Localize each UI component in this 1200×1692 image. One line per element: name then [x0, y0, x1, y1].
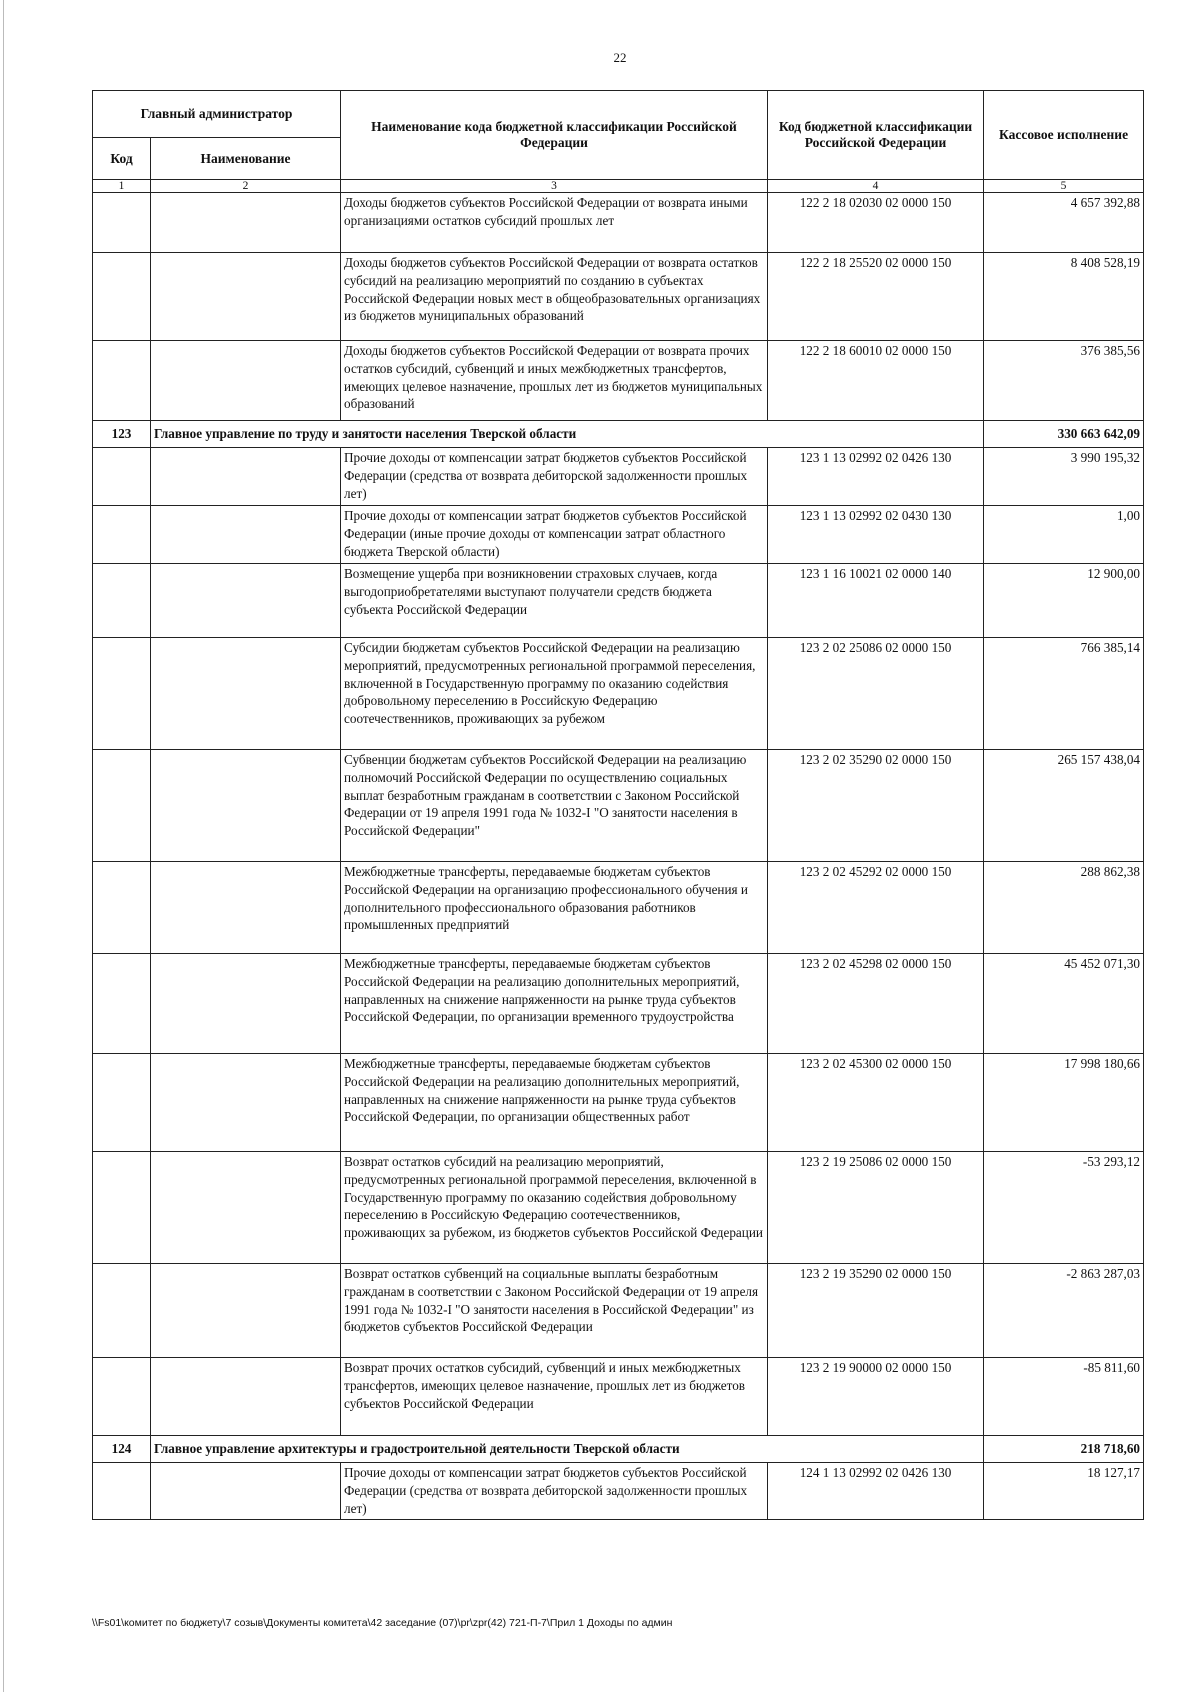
empty-name-cell	[151, 954, 341, 1054]
empty-code-cell	[93, 564, 151, 638]
empty-name-cell	[151, 1054, 341, 1152]
empty-name-cell	[151, 506, 341, 564]
table-row	[93, 750, 1144, 862]
kbk-description: Возврат остатков субсидий на реализацию мероприятий, предусмотренных региональной программой переселения, включенной в Государственную программу по оказанию содействия добровольному переселению в Российскую Федерацию соотечественников, проживающих за рубежом, из бюджетов субъектов Российской Федерации	[341, 1152, 768, 1264]
execution-amount: -2 863 287,03	[984, 1264, 1144, 1358]
kbk-description: Межбюджетные трансферты, передаваемые бюджетам субъектов Российской Федерации на реализацию дополнительных мероприятий, направленных на снижение напряженности на рынке труда субъектов Российской Федерации, по организации общественных работ	[341, 1054, 768, 1152]
kbk-code: 123 2 02 45298 02 0000 150	[768, 954, 984, 1054]
execution-amount: -53 293,12	[984, 1152, 1144, 1264]
empty-name-cell	[151, 638, 341, 750]
scan-edge-line	[3, 0, 4, 1692]
empty-name-cell	[151, 564, 341, 638]
kbk-code: 123 2 02 25086 02 0000 150	[768, 638, 984, 750]
execution-amount: 4 657 392,88	[984, 193, 1144, 253]
execution-amount: 17 998 180,66	[984, 1054, 1144, 1152]
empty-code-cell	[93, 638, 151, 750]
col-number: 2	[151, 180, 341, 193]
kbk-code: 122 2 18 02030 02 0000 150	[768, 193, 984, 253]
execution-amount: 8 408 528,19	[984, 253, 1144, 341]
admin-name: Главное управление по труду и занятости населения Тверской области	[151, 421, 984, 448]
kbk-code: 123 2 02 35290 02 0000 150	[768, 750, 984, 862]
empty-name-cell	[151, 1358, 341, 1436]
header-execution: Кассовое исполнение	[984, 91, 1144, 180]
kbk-code: 123 2 19 90000 02 0000 150	[768, 1358, 984, 1436]
empty-code-cell	[93, 1463, 151, 1520]
execution-amount: 376 385,56	[984, 341, 1144, 421]
empty-code-cell	[93, 954, 151, 1054]
kbk-description: Доходы бюджетов субъектов Российской Федерации от возврата остатков субсидий на реализацию мероприятий по созданию в субъектах Российской Федерации новых мест в общеобразовательных организациях из бюджетов муниципальных образований	[341, 253, 768, 341]
empty-code-cell	[93, 253, 151, 341]
empty-name-cell	[151, 448, 341, 506]
kbk-description: Возмещение ущерба при возникновении страховых случаев, когда выгодоприобретателями выступают получатели средств бюджета субъекта Российской Федерации	[341, 564, 768, 638]
kbk-description: Межбюджетные трансферты, передаваемые бюджетам субъектов Российской Федерации на организацию профессионального обучения и дополнительного профессионального образования работников промышленных предприятий	[341, 862, 768, 954]
empty-name-cell	[151, 750, 341, 862]
empty-code-cell	[93, 1358, 151, 1436]
kbk-description: Субсидии бюджетам субъектов Российской Федерации на реализацию мероприятий, предусмотренных региональной программой переселения, включенной в Государственную программу по оказанию содействия добровольному переселению в Российскую Федерацию соотечественников, проживающих за рубежом	[341, 638, 768, 750]
kbk-code: 123 2 19 25086 02 0000 150	[768, 1152, 984, 1264]
empty-name-cell	[151, 341, 341, 421]
col-number: 4	[768, 180, 984, 193]
table-row	[93, 1264, 1144, 1358]
kbk-code: 123 1 13 02992 02 0426 130	[768, 448, 984, 506]
empty-code-cell	[93, 750, 151, 862]
empty-code-cell	[93, 1264, 151, 1358]
admin-row	[93, 421, 1144, 448]
admin-code: 123	[93, 421, 151, 448]
kbk-code: 123 1 16 10021 02 0000 140	[768, 564, 984, 638]
execution-amount: 18 127,17	[984, 1463, 1144, 1520]
kbk-code: 123 1 13 02992 02 0430 130	[768, 506, 984, 564]
table-row	[93, 564, 1144, 638]
table-row	[93, 448, 1144, 506]
execution-amount: -85 811,60	[984, 1358, 1144, 1436]
header-admin-group: Главный администратор	[93, 91, 341, 138]
kbk-code: 123 2 02 45292 02 0000 150	[768, 862, 984, 954]
empty-code-cell	[93, 448, 151, 506]
execution-amount: 45 452 071,30	[984, 954, 1144, 1054]
admin-total-amount: 218 718,60	[984, 1436, 1144, 1463]
kbk-code: 124 1 13 02992 02 0426 130	[768, 1463, 984, 1520]
kbk-description: Прочие доходы от компенсации затрат бюджетов субъектов Российской Федерации (средства от возврата дебиторской задолженности прошлых лет)	[341, 1463, 768, 1520]
footer-file-path: \\Fs01\комитет по бюджету\7 созыв\Документы комитета\42 заседание (07)\pr\zpr(42) 721-П-7\Прил 1 Доходы по админ	[92, 1617, 673, 1629]
empty-name-cell	[151, 1264, 341, 1358]
admin-row	[93, 1436, 1144, 1463]
col-number: 1	[93, 180, 151, 193]
kbk-code: 123 2 19 35290 02 0000 150	[768, 1264, 984, 1358]
kbk-description: Прочие доходы от компенсации затрат бюджетов субъектов Российской Федерации (средства от возврата дебиторской задолженности прошлых лет)	[341, 448, 768, 506]
table-row	[93, 341, 1144, 421]
kbk-description: Возврат прочих остатков субсидий, субвенций и иных межбюджетных трансфертов, имеющих целевое назначение, прошлых лет из бюджетов субъектов Российской Федерации	[341, 1358, 768, 1436]
kbk-description: Межбюджетные трансферты, передаваемые бюджетам субъектов Российской Федерации на реализацию дополнительных мероприятий, направленных на снижение напряженности на рынке труда субъектов Российской Федерации, по организации временного трудоустройства	[341, 954, 768, 1054]
table-row	[93, 253, 1144, 341]
empty-name-cell	[151, 862, 341, 954]
execution-amount: 1,00	[984, 506, 1144, 564]
kbk-code: 123 2 02 45300 02 0000 150	[768, 1054, 984, 1152]
empty-code-cell	[93, 193, 151, 253]
admin-name: Главное управление архитектуры и градостроительной деятельности Тверской области	[151, 1436, 984, 1463]
table-row	[93, 506, 1144, 564]
admin-code: 124	[93, 1436, 151, 1463]
header-name: Наименование	[151, 138, 341, 180]
empty-code-cell	[93, 1152, 151, 1264]
execution-amount: 265 157 438,04	[984, 750, 1144, 862]
header-code: Код	[93, 138, 151, 180]
kbk-code: 122 2 18 60010 02 0000 150	[768, 341, 984, 421]
header-kbk-code: Код бюджетной классификации Российской Федерации	[768, 91, 984, 180]
table-row	[93, 193, 1144, 253]
table-row	[93, 1152, 1144, 1264]
table-row	[93, 862, 1144, 954]
empty-code-cell	[93, 1054, 151, 1152]
header-kbk-name: Наименование кода бюджетной классификации Российской Федерации	[341, 91, 768, 180]
kbk-description: Доходы бюджетов субъектов Российской Федерации от возврата прочих остатков субсидий, субвенций и иных межбюджетных трансфертов, имеющих целевое назначение, прошлых лет из бюджетов муниципальных образований	[341, 341, 768, 421]
table-row	[93, 1054, 1144, 1152]
table-row	[93, 1463, 1144, 1520]
kbk-description: Субвенции бюджетам субъектов Российской Федерации на реализацию полномочий Российской Федерации по осуществлению социальных выплат безработным гражданам в соответствии с Законом Российской Федерации от 19 апреля 1991 года № 1032-I "О занятости населения в Российской Федерации"	[341, 750, 768, 862]
kbk-code: 122 2 18 25520 02 0000 150	[768, 253, 984, 341]
table-row	[93, 1358, 1144, 1436]
col-number: 5	[984, 180, 1144, 193]
page-number: 22	[613, 50, 627, 65]
empty-name-cell	[151, 253, 341, 341]
empty-code-cell	[93, 341, 151, 421]
admin-total-amount: 330 663 642,09	[984, 421, 1144, 448]
execution-amount: 288 862,38	[984, 862, 1144, 954]
empty-code-cell	[93, 506, 151, 564]
empty-code-cell	[93, 862, 151, 954]
empty-name-cell	[151, 1152, 341, 1264]
kbk-description: Прочие доходы от компенсации затрат бюджетов субъектов Российской Федерации (иные прочие доходы от компенсации затрат областного бюджета Тверской области)	[341, 506, 768, 564]
table-row	[93, 954, 1144, 1054]
table-row	[93, 638, 1144, 750]
empty-name-cell	[151, 1463, 341, 1520]
revenue-table	[92, 90, 1144, 1520]
col-number: 3	[341, 180, 768, 193]
execution-amount: 3 990 195,32	[984, 448, 1144, 506]
kbk-description: Возврат остатков субвенций на социальные выплаты безработным гражданам в соответствии с Законом Российской Федерации от 19 апреля 1991 года № 1032-I "О занятости населения в Российской Федерации" из бюджетов субъектов Российской Федерации	[341, 1264, 768, 1358]
kbk-description: Доходы бюджетов субъектов Российской Федерации от возврата иными организациями остатков субсидий прошлых лет	[341, 193, 768, 253]
execution-amount: 12 900,00	[984, 564, 1144, 638]
execution-amount: 766 385,14	[984, 638, 1144, 750]
empty-name-cell	[151, 193, 341, 253]
table-body	[93, 193, 1144, 1520]
